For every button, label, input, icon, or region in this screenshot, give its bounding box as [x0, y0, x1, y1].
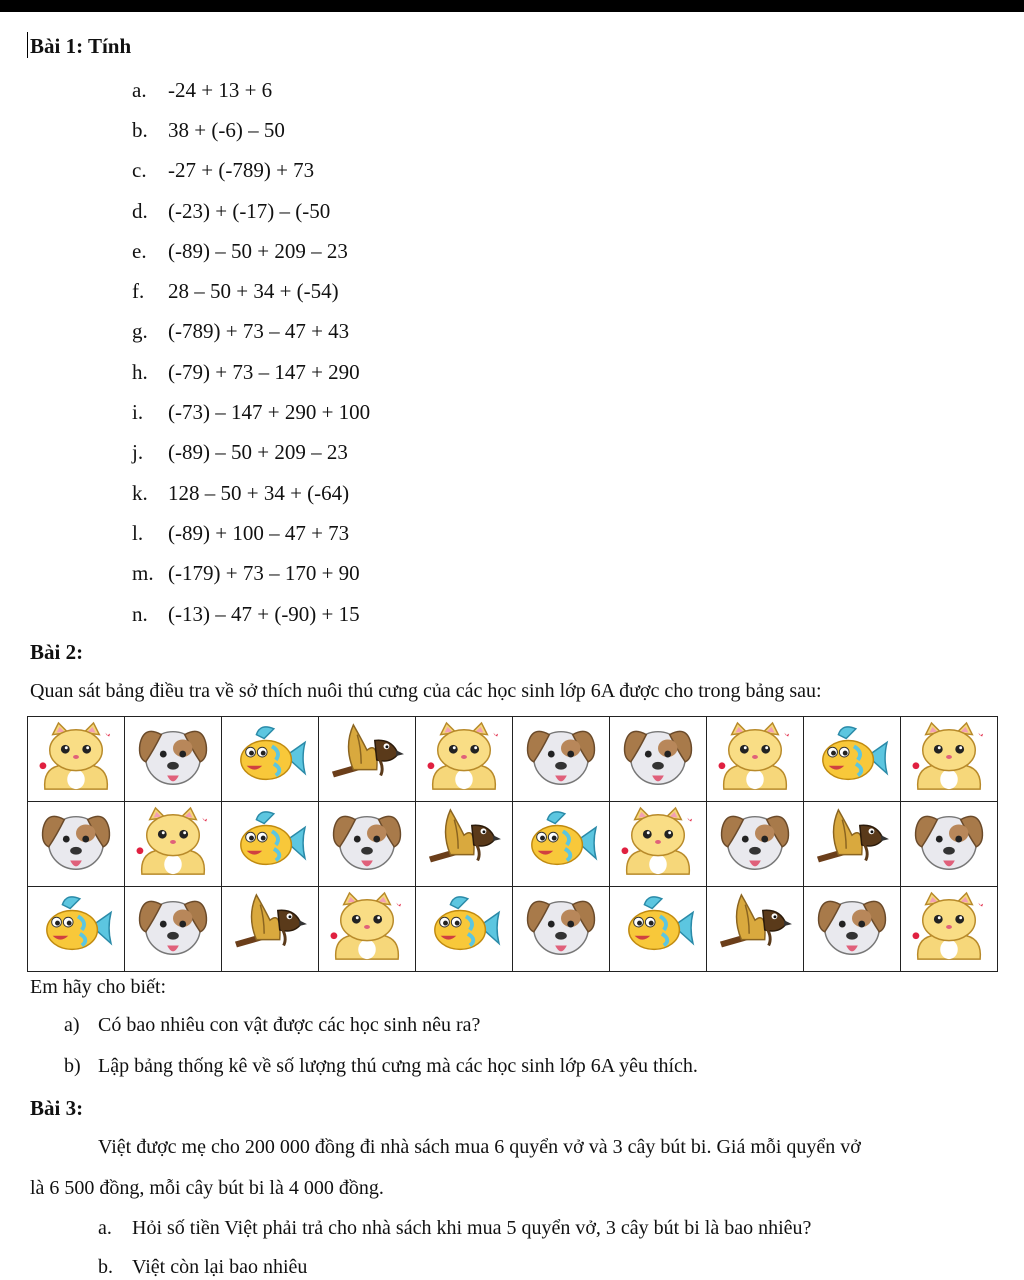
pet-cell-cat: [901, 717, 998, 802]
bai2-intro: Quan sát bảng điều tra về sở thích nuôi thú cưng của các học sinh lớp 6A được cho trong bảng sau:: [30, 680, 822, 702]
top-border: [0, 0, 1024, 12]
pet-cell-dog: [513, 887, 610, 972]
dog-icon: [134, 950, 212, 967]
pet-cell-fish: [416, 887, 513, 972]
pet-cell-dog: [513, 717, 610, 802]
pet-cell-dog: [125, 717, 222, 802]
bird-icon: [716, 950, 794, 967]
bai3-title: Bài 3:: [30, 1096, 84, 1120]
cat-icon: [910, 950, 988, 967]
pet-cell-dog: [901, 802, 998, 887]
pet-table-row: [28, 887, 998, 972]
bai2-question-b: [64, 1055, 698, 1078]
exercise-item: [132, 151, 370, 191]
pet-cell-fish: [222, 802, 319, 887]
cat-icon: [910, 780, 988, 797]
bird-icon: [813, 865, 891, 882]
question-label: a): [64, 1014, 80, 1036]
pet-cell-bird: [319, 717, 416, 802]
exercise-item: [132, 110, 370, 150]
exercise-expression: (-789) + 73 – 47 + 43: [168, 319, 350, 344]
exercise-letter: f.: [132, 279, 145, 304]
pet-cell-dog: [125, 887, 222, 972]
exercise-expression: (-179) + 73 – 170 + 90: [168, 561, 360, 586]
exercise-letter: i.: [132, 400, 144, 425]
dog-icon: [328, 865, 406, 882]
exercise-item: [132, 312, 370, 352]
pet-table-row: [28, 717, 998, 802]
exercise-letter: m.: [132, 561, 154, 586]
pet-cell-cat: [416, 717, 513, 802]
exercise-item: [132, 271, 370, 311]
exercise-expression: 28 – 50 + 34 + (-54): [168, 279, 339, 304]
dog-icon: [813, 950, 891, 967]
bai2-prompt: Em hãy cho biết:: [30, 976, 167, 998]
exercise-list: [132, 70, 370, 634]
pet-cell-cat: [28, 717, 125, 802]
exercise-expression: (-23) + (-17) – (-50: [168, 198, 331, 223]
exercise-expression: (-89) + 100 – 47 + 73: [168, 520, 350, 545]
exercise-letter: d.: [132, 198, 148, 223]
pet-cell-fish: [804, 717, 901, 802]
question-label: a.: [98, 1217, 112, 1239]
pet-cell-cat: [125, 802, 222, 887]
pet-cell-bird: [707, 887, 804, 972]
dog-icon: [134, 780, 212, 797]
question-text: Việt còn lại bao nhiêu: [132, 1256, 308, 1278]
exercise-item: [132, 70, 370, 110]
bird-icon: [425, 865, 503, 882]
cat-icon: [716, 780, 794, 797]
cat-icon: [328, 950, 406, 967]
exercise-letter: k.: [132, 480, 148, 505]
dog-icon: [619, 780, 697, 797]
fish-icon: [522, 865, 600, 882]
exercise-letter: h.: [132, 359, 148, 384]
cat-icon: [134, 865, 212, 882]
cat-icon: [37, 780, 115, 797]
exercise-letter: g.: [132, 319, 148, 344]
pet-cell-fish: [28, 887, 125, 972]
exercise-expression: (-79) + 73 – 147 + 290: [168, 359, 360, 384]
exercise-item: [132, 352, 370, 392]
bai3-paragraph-line2: là 6 500 đồng, mỗi cây bút bi là 4 000 đồng.: [30, 1177, 384, 1199]
dog-icon: [716, 865, 794, 882]
exercise-item: [132, 594, 370, 634]
bird-icon: [328, 780, 406, 797]
fish-icon: [231, 780, 309, 797]
exercise-item: [132, 473, 370, 513]
bai2-question-a: [64, 1014, 480, 1037]
pet-cell-fish: [222, 717, 319, 802]
exercise-letter: a.: [132, 77, 147, 102]
fish-icon: [37, 950, 115, 967]
dog-icon: [522, 780, 600, 797]
bai3-question-b: [98, 1256, 307, 1279]
pet-cell-cat: [707, 717, 804, 802]
pet-cell-dog: [319, 802, 416, 887]
bird-icon: [231, 950, 309, 967]
question-label: b.: [98, 1256, 113, 1278]
exercise-expression: (-13) – 47 + (-90) + 15: [168, 601, 360, 626]
pet-cell-fish: [610, 887, 707, 972]
bai1-title: Bài 1: Tính: [30, 34, 132, 58]
question-text: Có bao nhiêu con vật được các học sinh nêu ra?: [98, 1014, 481, 1036]
exercise-item: [132, 392, 370, 432]
fish-icon: [231, 865, 309, 882]
cat-icon: [619, 865, 697, 882]
pet-cell-cat: [610, 802, 707, 887]
exercise-letter: e.: [132, 238, 147, 263]
fish-icon: [425, 950, 503, 967]
dog-icon: [37, 865, 115, 882]
exercise-expression: (-89) – 50 + 209 – 23: [168, 238, 348, 263]
bai3-paragraph-line1: Việt được mẹ cho 200 000 đồng đi nhà sách mua 6 quyển vở và 3 cây bút bi. Giá mỗi quyển vở: [98, 1136, 861, 1158]
exercise-letter: c.: [132, 158, 147, 183]
question-text: Hỏi số tiền Việt phải trả cho nhà sách khi mua 5 quyển vở, 3 cây bút bi là bao nhiêu?: [132, 1217, 812, 1239]
pet-cell-dog: [804, 887, 901, 972]
cat-icon: [425, 780, 503, 797]
fish-icon: [619, 950, 697, 967]
pet-cell-dog: [610, 717, 707, 802]
pet-cell-cat: [901, 887, 998, 972]
exercise-expression: (-89) – 50 + 209 – 23: [168, 440, 348, 465]
exercise-expression: (-73) – 147 + 290 + 100: [168, 400, 371, 425]
exercise-letter: b.: [132, 117, 148, 142]
exercise-letter: l.: [132, 520, 144, 545]
pet-cell-bird: [416, 802, 513, 887]
bai3-question-a: [98, 1217, 811, 1240]
question-label: b): [64, 1055, 81, 1077]
pet-survey-table: [27, 716, 998, 972]
exercise-item: [132, 433, 370, 473]
bai2-title: Bài 2:: [30, 640, 84, 664]
pet-cell-dog: [28, 802, 125, 887]
exercise-expression: 128 – 50 + 34 + (-64): [168, 480, 350, 505]
pet-table-row: [28, 802, 998, 887]
exercise-expression: -27 + (-789) + 73: [168, 158, 315, 183]
text-cursor: [27, 32, 28, 58]
exercise-item: [132, 231, 370, 271]
pet-cell-bird: [222, 887, 319, 972]
pet-cell-fish: [513, 802, 610, 887]
dog-icon: [522, 950, 600, 967]
pet-cell-cat: [319, 887, 416, 972]
exercise-item: [132, 191, 370, 231]
question-text: Lập bảng thống kê về số lượng thú cưng mà các học sinh lớp 6A yêu thích.: [98, 1055, 698, 1077]
pet-cell-bird: [804, 802, 901, 887]
pet-cell-dog: [707, 802, 804, 887]
exercise-letter: n.: [132, 601, 148, 626]
exercise-expression: 38 + (-6) – 50: [168, 117, 285, 142]
exercise-item: [132, 554, 370, 594]
exercise-letter: j.: [132, 440, 144, 465]
exercise-expression: -24 + 13 + 6: [168, 77, 273, 102]
dog-icon: [910, 865, 988, 882]
exercise-item: [132, 513, 370, 553]
fish-icon: [813, 780, 891, 797]
